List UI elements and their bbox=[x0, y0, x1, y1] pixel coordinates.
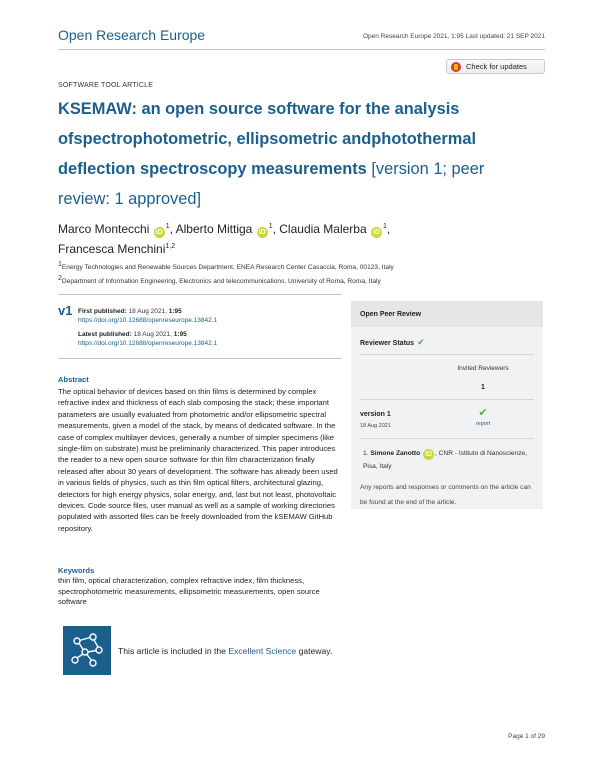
author-name[interactable]: Francesca Menchini bbox=[58, 242, 166, 256]
author-name[interactable]: Alberto Mittiga bbox=[175, 222, 253, 236]
title-main: KSEMAW: an open source software for the analysis ofspectrophotometric, ellipsometric andphotothermal deflection spectroscopy measurements bbox=[58, 100, 477, 178]
page-number: Page 1 of 29 bbox=[508, 733, 545, 740]
affiliation-number: 1 bbox=[58, 261, 62, 268]
first-published-doi-link[interactable]: https://doi.org/10.12688/openreseurope.13842.1 bbox=[78, 317, 218, 324]
orcid-icon[interactable]: iD bbox=[425, 451, 433, 458]
panel-divider bbox=[360, 354, 534, 355]
comments-note: Any reports and responses or comments on the article can be found at the end of the article. bbox=[360, 484, 531, 506]
publication-divider bbox=[58, 294, 342, 295]
latest-published-doi-link[interactable]: https://doi.org/10.12688/openreseurope.13842.1 bbox=[78, 340, 218, 347]
version-row-date: 18 Aug 2021 bbox=[360, 423, 391, 429]
version-row-label: version 1 bbox=[360, 411, 391, 418]
author-list: Marco Montecchi $iD^1$, Alberto Mittiga $iD^1$, Claudia Malerba $iD^1$, Francesca Menchini$^{1,2}$ bbox=[58, 222, 391, 256]
invited-reviewers-count: 1 bbox=[481, 384, 485, 391]
keywords-text: thin film, optical characterization, complex refractive index, film thickness, spectrophotometric measurements, ellipsometric measurements, open source software bbox=[58, 576, 320, 607]
author-name[interactable]: Claudia Malerba bbox=[279, 222, 367, 236]
author-affiliation-ref: 1,2 bbox=[165, 243, 176, 250]
orcid-icon[interactable]: iD bbox=[155, 229, 163, 236]
crossmark-icon bbox=[451, 62, 461, 72]
keywords-heading: Keywords bbox=[58, 566, 95, 575]
abstract-heading: Abstract bbox=[58, 375, 89, 384]
panel-divider bbox=[360, 438, 534, 439]
gateway-note: This article is included in the Excellent Science gateway. bbox=[118, 646, 333, 656]
latest-published: Latest published: 18 Aug 2021, 1:95 https://doi.org/10.12688/openreseurope.13842.1 bbox=[78, 331, 218, 347]
author-affiliation-ref: 1 bbox=[268, 223, 273, 230]
orcid-icon[interactable]: iD bbox=[258, 229, 266, 236]
invited-reviewers-label: Invited Reviewers bbox=[457, 365, 509, 372]
affiliations bbox=[58, 259, 394, 287]
affiliation-item: $^1$Energy Technologies and Renewable Sources Department, ENEA Research Center Casaccia, Roma, 00123, Italy bbox=[58, 261, 394, 272]
approved-check-icon: ✔ bbox=[417, 337, 425, 347]
first-published: First published: 18 Aug 2021, 1:95 https://doi.org/10.12688/openreseurope.13842.1 bbox=[78, 308, 218, 324]
gateway-link[interactable]: Excellent Science bbox=[228, 646, 297, 656]
reviewer-entry: 1. Simone Zanotto iD , CNR - Istituto di Nanoscienze, Pisa, Italy bbox=[363, 450, 527, 470]
orcid-icon[interactable]: iD bbox=[373, 229, 380, 236]
journal-name[interactable]: Open Research Europe bbox=[58, 27, 206, 43]
article-type: SOFTWARE TOOL ARTICLE bbox=[58, 82, 154, 89]
abstract-text: The optical behavior of devices based on thin films is determined by complex refractive index and thickness of each slab composing the stack; these important parameters are usually evaluated from photometric and/or ellipsometric spectral measurements, given a model of the stack, by means of dedicated software. In the case of complex multilayer devices, generally a number of simpler specimens (like single-film on substrate) must be preliminarily characterized. This paper introduces the reader to a new open source software for thin film characterization finally released after about 30 years of development. The software has already been used in various fields of physics, such as thin film optical filters, architectural glazing, detectors for high energy physics, solar energy, and, last but not least, photovoltaic devices. Code source files, user manual as well as a sample of working directories populated with assorted files can be freely downloaded from the kSEMAW GitHub repository. bbox=[58, 387, 338, 533]
check-for-updates-label: Check for updates bbox=[466, 62, 527, 71]
gateway-logo-icon[interactable] bbox=[63, 626, 111, 675]
publication-divider-bottom bbox=[58, 358, 342, 359]
affiliation-number: 2 bbox=[58, 275, 62, 283]
author-affiliation-ref: 1 bbox=[165, 223, 170, 230]
article-meta: Open Research Europe 2021, 1:95 Last updated: 21 SEP 2021 bbox=[362, 33, 545, 40]
approved-check-icon: ✔ bbox=[478, 407, 488, 419]
reviewer-status: Reviewer Status ✔ bbox=[360, 337, 425, 347]
reviewer-name[interactable]: Simone Zanotto bbox=[370, 450, 421, 457]
version-label: v1 bbox=[58, 303, 73, 318]
author-affiliation-ref: 1 bbox=[383, 223, 387, 230]
header-divider bbox=[58, 49, 545, 50]
open-peer-review-panel bbox=[351, 301, 543, 509]
check-for-updates-button[interactable] bbox=[446, 59, 545, 74]
article-title bbox=[58, 94, 528, 214]
author-name[interactable]: Marco Montecchi bbox=[58, 222, 150, 236]
title-version: [version 1; peer review: 1 approved] bbox=[58, 160, 485, 208]
panel-heading: Open Peer Review bbox=[351, 301, 543, 327]
report-link[interactable]: report bbox=[475, 421, 491, 427]
panel-divider bbox=[360, 399, 534, 400]
affiliation-item: $^2$Department of Information Engineering, Electronics and telecommunications, University of Roma, Roma, Italy bbox=[58, 275, 381, 286]
